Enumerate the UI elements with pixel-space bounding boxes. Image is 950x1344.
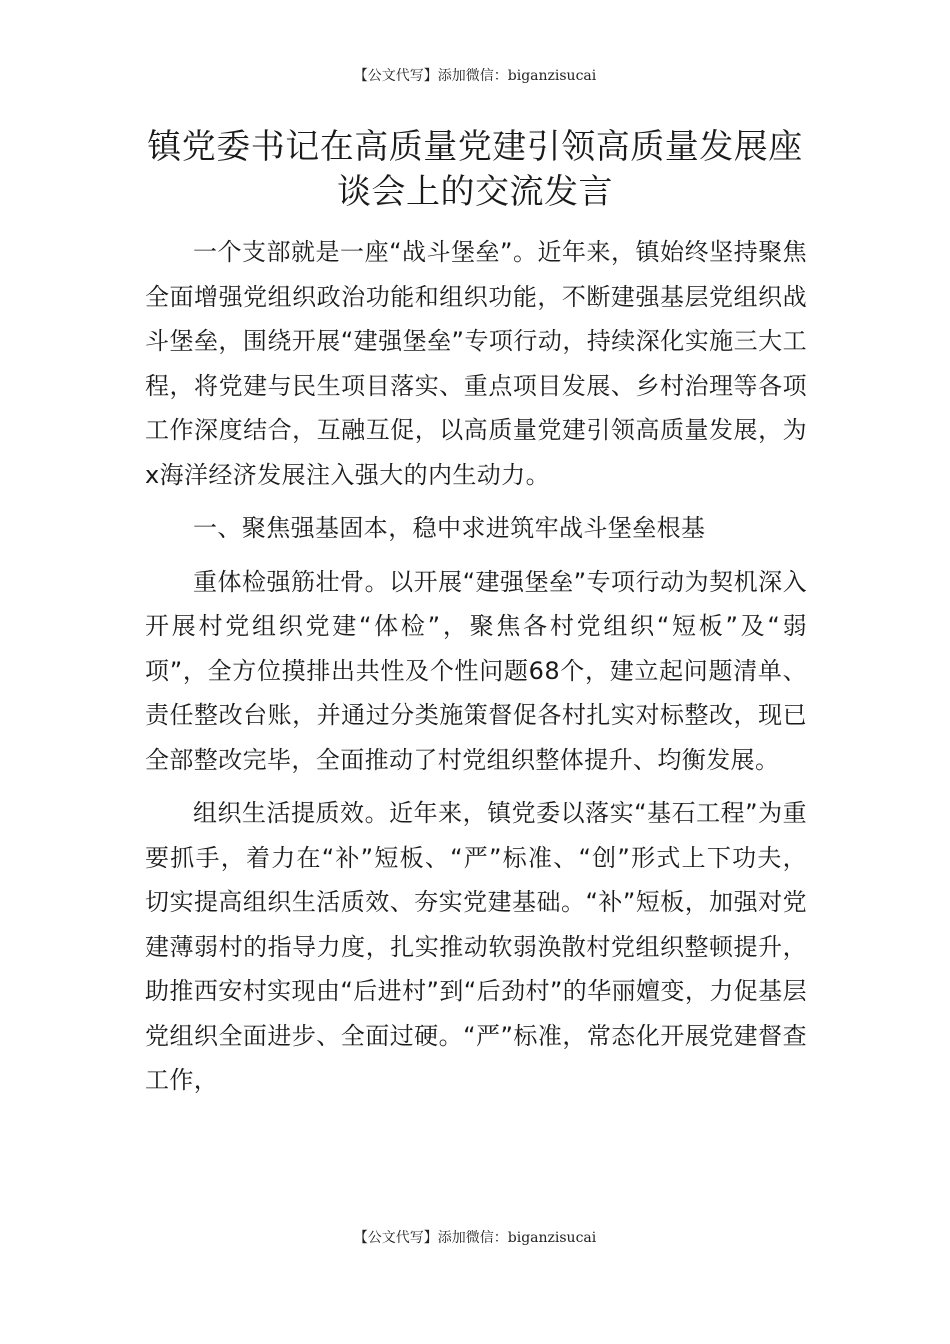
header-watermark-note: 【公文代写】添加微信：biganzisucai <box>353 68 597 84</box>
document-title: 镇党委书记在高质量党建引领高质量发展座谈会上的交流发言 <box>147 127 803 212</box>
footer-watermark-note: 【公文代写】添加微信：biganzisucai <box>353 1230 597 1246</box>
paragraph-checkup: 重体检强筋壮骨。以开展“建强堡垒”专项行动为契机深入开展村党组织党建“体检”，聚焦各村党组织“短板”及“弱项”，全方位摸排出共性及个性问题68个，建立起问题清单、责任整改台账，并通过分类施策督促各村扎实对标整改，现已全部整改完毕，全面推动了村党组织整体提升、均衡发展。 <box>145 567 807 774</box>
paragraph-organization-life: 组织生活提质效。近年来，镇党委以落实“基石工程”为重要抓手，着力在“补”短板、“严”标准、“创”形式上下功夫，切实提高组织生活质效、夯实党建基础。“补”短板，加强对党建薄弱村的指导力度，扎实推动软弱涣散村党组织整顿提升，助推西安村实现由“后进村”到“后劲村”的华丽嬗变，力促基层党组织全面进步、全面过硬。“严”标准，常态化开展党建督查工作， <box>145 799 807 1094</box>
paragraph-intro: 一个支部就是一座“战斗堡垒”。近年来，镇始终坚持聚焦全面增强党组织政治功能和组织功能，不断建强基层党组织战斗堡垒，围绕开展“建强堡垒”专项行动，持续深化实施三大工程，将党建与民生项目落实、重点项目发展、乡村治理等各项工作深度结合，互融互促，以高质量党建引领高质量发展，为x海洋经济发展注入强大的内生动力。 <box>145 238 807 489</box>
section-heading-1: 一、聚焦强基固本，稳中求进筑牢战斗堡垒根基 <box>193 514 706 542</box>
document-body <box>145 230 807 1112</box>
